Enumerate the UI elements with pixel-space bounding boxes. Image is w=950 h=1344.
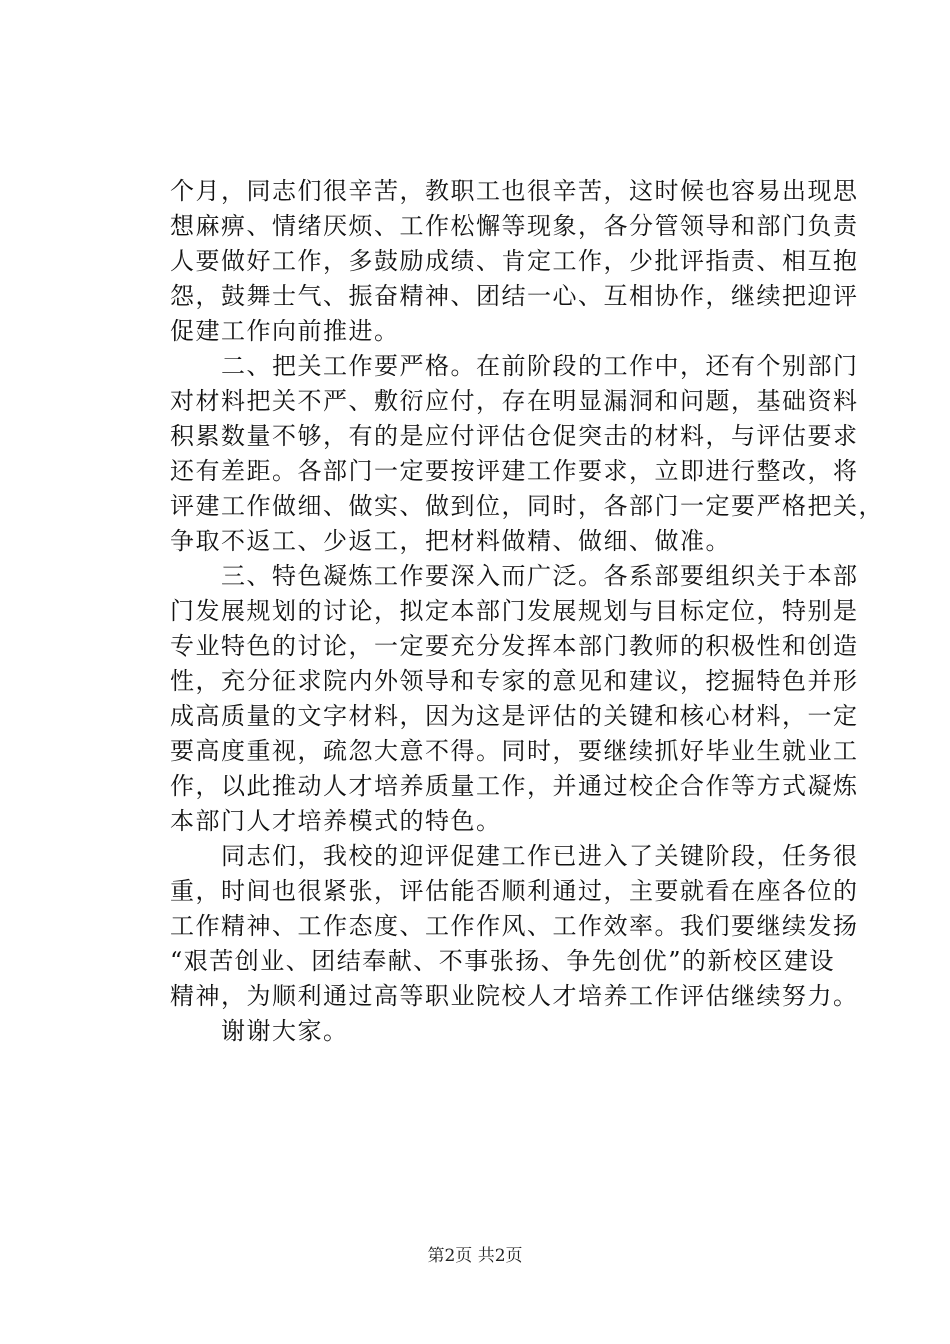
text-line: 争取不返工、少返工，把材料做精、做细、做准。	[170, 527, 731, 555]
text-line: 重，时间也很紧张，评估能否顺利通过，主要就看在座各位的	[170, 877, 859, 905]
text-line: 评建工作做细、做实、做到位，同时，各部门一定要严格把关，	[170, 492, 884, 520]
text-line: 成高质量的文字材料，因为这是评估的关键和核心材料，一定	[170, 702, 859, 730]
text-line: 同志们，我校的迎评促建工作已进入了关键阶段，任务很	[170, 842, 859, 870]
text-line: 本部门人才培养模式的特色。	[170, 807, 502, 835]
text-line: 精神，为顺利通过高等职业院校人才培养工作评估继续努力。	[170, 982, 859, 1010]
text-line: 个月，同志们很辛苦，教职工也很辛苦，这时候也容易出现思	[170, 177, 859, 205]
text-line: 还有差距。各部门一定要按评建工作要求，立即进行整改，将	[170, 457, 859, 485]
text-line: 要高度重视，疏忽大意不得。同时，要继续抓好毕业生就业工	[170, 737, 859, 765]
text-line: 人要做好工作，多鼓励成绩、肯定工作，少批评指责、相互抱	[170, 247, 859, 275]
text-line: 积累数量不够，有的是应付评估仓促突击的材料，与评估要求	[170, 422, 859, 450]
text-line: 作，以此推动人才培养质量工作，并通过校企合作等方式凝炼	[170, 772, 859, 800]
text-line: 三、特色凝炼工作要深入而广泛。各系部要组织关于本部	[170, 562, 859, 590]
text-line: 谢谢大家。	[170, 1017, 349, 1045]
text-line: 二、把关工作要严格。在前阶段的工作中，还有个别部门	[170, 352, 859, 380]
text-line: 促建工作向前推进。	[170, 317, 400, 345]
page-number-footer: 第2页 共2页	[427, 1246, 523, 1266]
text-line: 怨，鼓舞士气、振奋精神、团结一心、互相协作，继续把迎评	[170, 282, 859, 310]
document-body	[170, 174, 884, 1049]
text-line: 想麻痹、情绪厌烦、工作松懈等现象，各分管领导和部门负责	[170, 212, 859, 240]
text-line: “艰苦创业、团结奉献、不事张扬、争先创优”的新校区建设	[170, 947, 836, 975]
text-line: 工作精神、工作态度、工作作风、工作效率。我们要继续发扬	[170, 912, 859, 940]
text-line: 专业特色的讨论，一定要充分发挥本部门教师的积极性和创造	[170, 632, 859, 660]
text-line: 性，充分征求院内外领导和专家的意见和建议，挖掘特色并形	[170, 667, 859, 695]
text-line: 对材料把关不严、敷衍应付，存在明显漏洞和问题，基础资料	[170, 387, 859, 415]
text-line: 门发展规划的讨论，拟定本部门发展规划与目标定位，特别是	[170, 597, 859, 625]
